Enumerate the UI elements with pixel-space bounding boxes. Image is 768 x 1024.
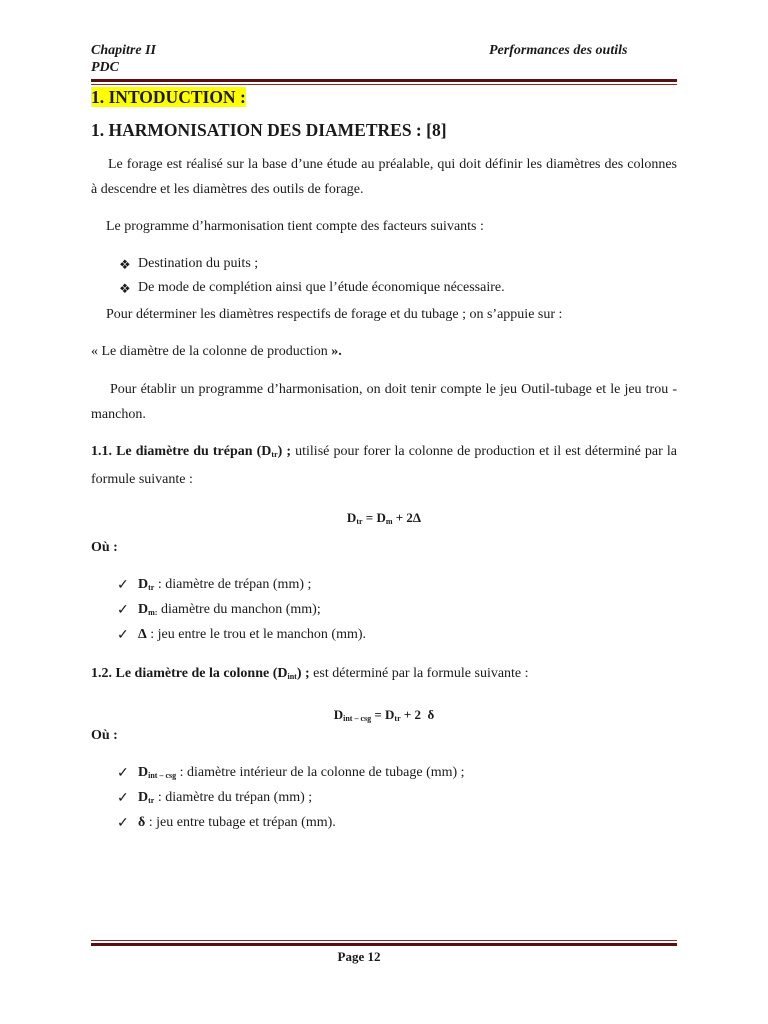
header-sub: PDC <box>91 60 119 75</box>
check-icon: ✓ <box>117 766 129 781</box>
check-icon: ✓ <box>117 791 129 806</box>
section-1-1-text: utilisé pour forer la colonne de production et il est déterminé par la formule suivante : <box>91 444 677 487</box>
formula-colonne <box>91 702 677 731</box>
section-1-2 <box>91 661 677 689</box>
definition: : diamètre du trépan (mm) ; <box>154 790 313 805</box>
paragraph-determiner: Pour déterminer les diamètres respectifs de forage et du tubage ; on s’appuie sur : <box>106 307 563 322</box>
check-icon: ✓ <box>117 578 129 593</box>
section-1-1-title: 1.1. Le diamètre du trépan (D <box>91 444 272 459</box>
formula-trepan <box>91 505 677 534</box>
symbol-sub: int – csg <box>148 771 177 780</box>
section-1-2-title: 1.2. Le diamètre de la colonne (D <box>91 666 288 681</box>
list-item: Destination du puits ; <box>138 256 259 271</box>
formula-subscript: int – csg <box>343 714 372 723</box>
intro-heading-text: 1. INTODUCTION : <box>91 87 246 107</box>
paragraph-etablir: Pour établir un programme d’harmonisation, on doit tenir compte le jeu Outil-tubage et le jeu trou - manchon. <box>91 382 677 422</box>
diamond-bullet-icon: ❖ <box>119 281 131 296</box>
formula-equals: = D <box>362 510 386 525</box>
definition: : jeu entre le trou et le manchon (mm). <box>146 627 367 642</box>
ou-label: Où : <box>91 540 118 555</box>
list-item: De mode de complétion ainsi que l’étude économique nécessaire. <box>138 280 505 295</box>
check-icon: ✓ <box>117 603 129 618</box>
formula-symbol: D <box>346 510 357 525</box>
formula-symbol: D <box>333 707 344 722</box>
quote-close: ». <box>331 344 342 359</box>
formula-subscript: tr <box>394 714 401 723</box>
intro-heading <box>91 87 246 108</box>
symbol: D <box>138 765 149 780</box>
diamond-bullet-icon: ❖ <box>119 257 131 272</box>
quote-line <box>91 339 677 364</box>
paragraph-forage: Le forage est réalisé sur la base d’une étude au préalable, qui doit définir les diamètres des colonnes à descendre et les diamètres des outils de forage. <box>91 157 677 197</box>
header-rule-thin <box>91 84 677 85</box>
page-number: Page 12 <box>337 949 381 964</box>
list-item <box>138 627 366 643</box>
quote-text: Le diamètre de la colonne de production <box>98 344 332 359</box>
formula-subscript: m <box>385 517 393 526</box>
list-item <box>138 815 336 831</box>
quote-open: « <box>91 344 98 359</box>
list-item <box>138 602 321 618</box>
symbol: Δ <box>138 627 147 642</box>
section-1-1-sub: tr <box>271 450 278 459</box>
formula-subscript: tr <box>356 517 363 526</box>
section-1-1-title-end: ) ; <box>277 444 292 459</box>
formula-equals: = D <box>371 707 395 722</box>
definition: : diamètre de trépan (mm) ; <box>154 577 312 592</box>
list-item <box>138 765 465 781</box>
symbol: δ <box>138 815 146 830</box>
list-item <box>138 790 312 806</box>
section-1-1 <box>91 439 677 492</box>
symbol-sub: m: <box>148 608 158 617</box>
footer-rule-thin <box>91 940 677 941</box>
section-1-2-text: est déterminé par la formule suivante : <box>309 666 529 681</box>
definition: : jeu entre tubage et trépan (mm). <box>145 815 336 830</box>
section-1-2-title-end: ) ; <box>296 666 310 681</box>
paragraph-programme: Le programme d’harmonisation tient compte des facteurs suivants : <box>106 219 484 234</box>
list-item <box>138 577 311 593</box>
definition: : diamètre intérieur de la colonne de tubage (mm) ; <box>176 765 465 780</box>
section-1-2-sub: int <box>287 672 297 681</box>
formula-rest: + 2 δ <box>400 707 435 722</box>
section-heading: 1. HARMONISATION DES DIAMETRES : [8] <box>91 120 447 140</box>
symbol-sub: tr <box>148 583 155 592</box>
symbol: D <box>138 790 149 805</box>
header-rule-thick <box>91 79 677 82</box>
symbol: D <box>138 577 149 592</box>
formula-rest: + 2Δ <box>392 510 422 525</box>
check-icon: ✓ <box>117 816 129 831</box>
ou-label: Où : <box>91 728 118 743</box>
header-chapter: Chapitre II <box>91 43 156 58</box>
symbol-sub: tr <box>148 796 155 805</box>
check-icon: ✓ <box>117 628 129 643</box>
symbol: D <box>138 602 149 617</box>
footer-rule-thick <box>91 943 677 946</box>
definition: diamètre du manchon (mm); <box>157 602 321 617</box>
header-title-right: Performances des outils <box>489 43 628 58</box>
